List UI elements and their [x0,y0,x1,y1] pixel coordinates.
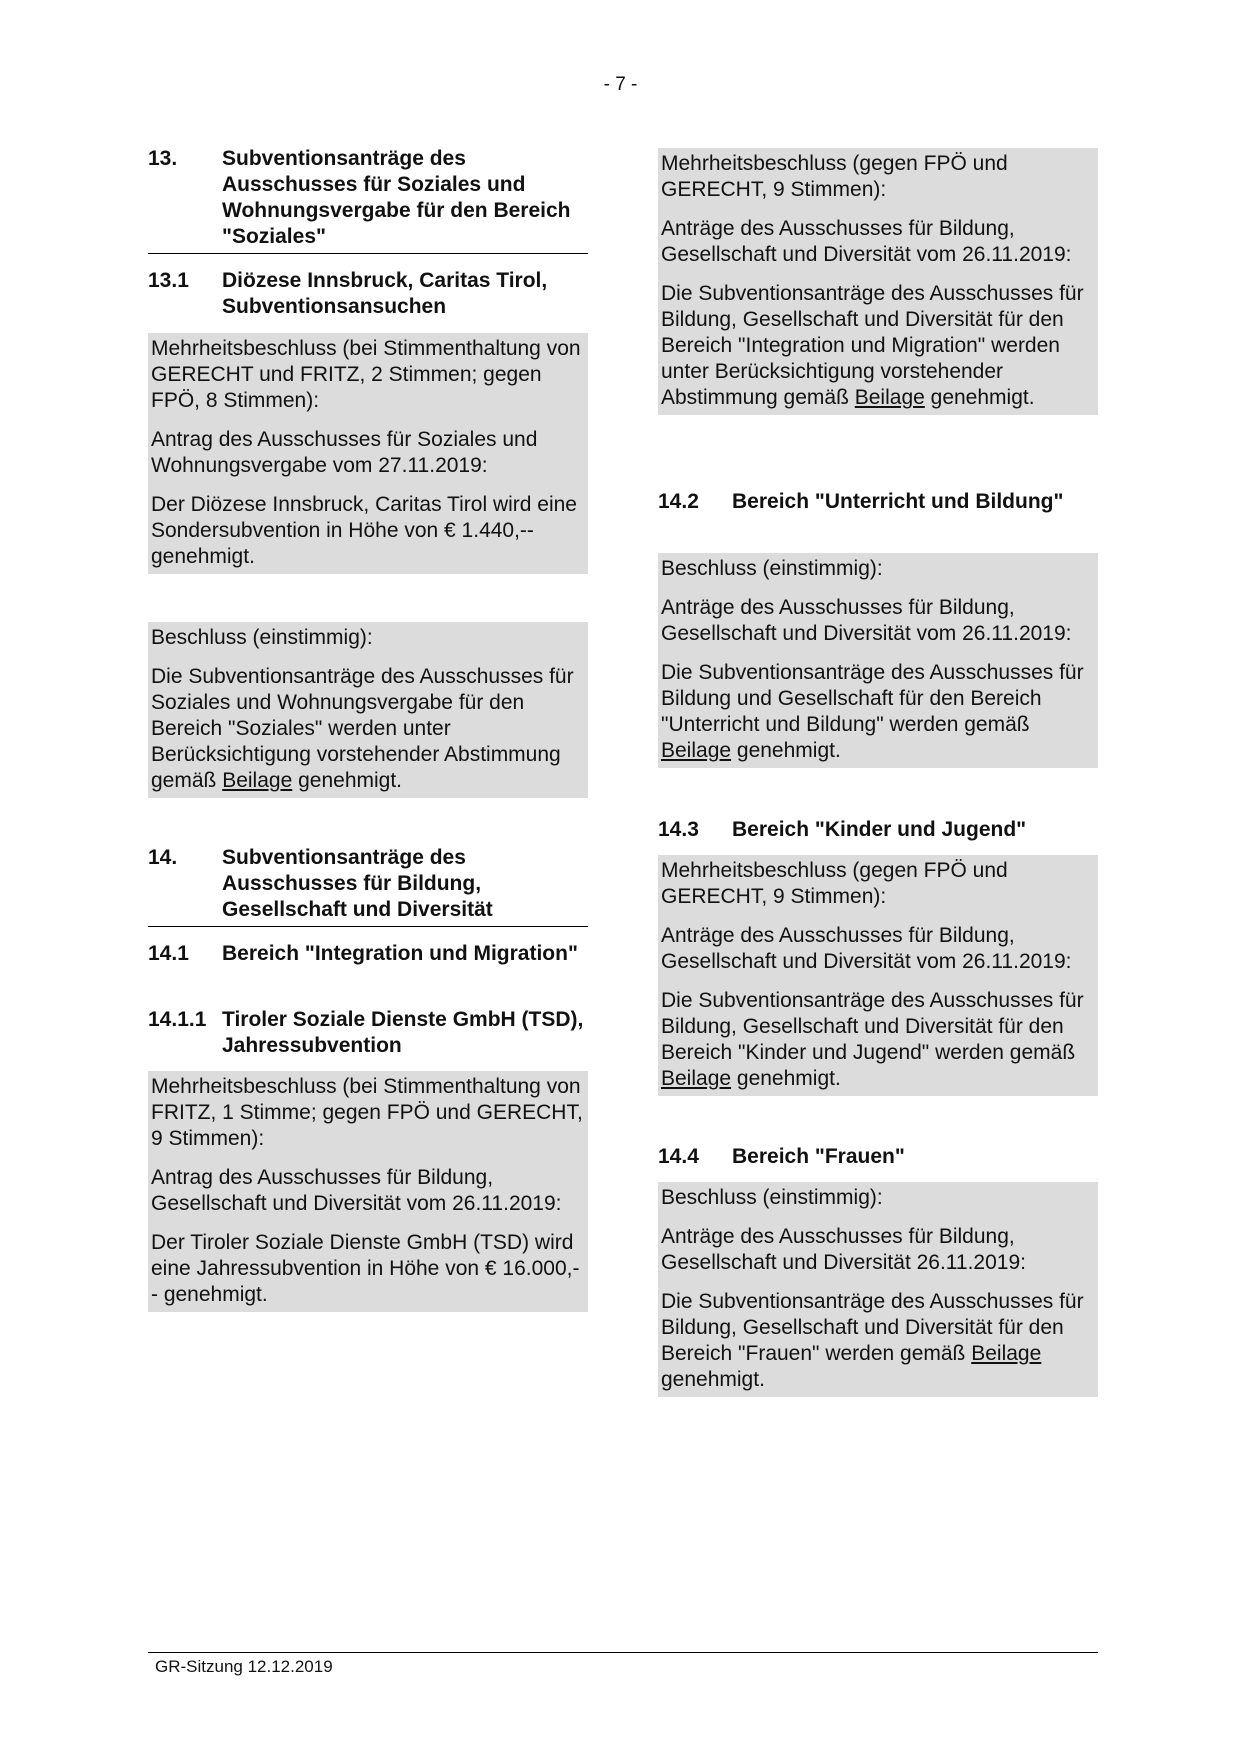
section-title: Bereich "Kinder und Jugend" [732,818,1027,841]
section-number: 14.4 [658,1145,699,1168]
vote-line: Mehrheitsbeschluss (bei Stimmenthaltung von GERECHT und FRITZ, 2 Stimmen; gegen FPÖ, 8 Stimmen): [151,337,581,412]
motion-line: Anträge des Ausschusses für Bildung, Gesellschaft und Diversität vom 26.11.2019: [661,217,1072,266]
beilage-link[interactable]: Beilage [661,1067,732,1090]
beilage-link[interactable]: Beilage [854,386,925,409]
motion-line: Antrag des Ausschusses für Soziales und Wohnungsvergabe vom 27.11.2019: [151,428,538,477]
motion-line: Anträge des Ausschusses für Bildung, Gesellschaft und Diversität vom 26.11.2019: [661,596,1072,645]
section-title: Bereich "Unterricht und Bildung" [732,490,1064,513]
decision-text: Die Subventionsanträge des Ausschusses für Bildung und Gesellschaft für den Bereich "Unterricht und Bildung" werden gemäß Beilage genehmigt. [661,661,1084,762]
motion-line: Antrag des Ausschusses für Bildung, Gesellschaft und Diversität vom 26.11.2019: [151,1166,562,1215]
motion-line: Anträge des Ausschusses für Bildung, Gesellschaft und Diversität vom 26.11.2019: [661,924,1072,973]
section-title: Subventionsanträge des Ausschusses für Soziales und Wohnungsvergabe für den Bereich "Soziales" [222,147,571,248]
beilage-link[interactable]: Beilage [222,769,293,792]
section-title: Tiroler Soziale Dienste GmbH (TSD), Jahressubvention [222,1008,584,1057]
section-title: Bereich "Integration und Migration" [222,942,578,965]
section-13-1-heading [148,268,588,320]
resolution-box-kinder [658,855,1098,1096]
resolution-box-tsd [148,1071,588,1312]
section-number: 14.1.1 [148,1008,207,1031]
section-14-1-1-heading [148,1007,588,1059]
section-13-heading [148,146,588,254]
section-number: 13. [148,147,178,170]
decision-text: Die Subventionsanträge des Ausschusses für Bildung, Gesellschaft und Diversität für den Bereich "Frauen" werden gemäß Beilage genehmigt. [661,1290,1084,1391]
section-14-1-heading [148,941,588,967]
section-14-heading [148,845,588,927]
vote-line: Mehrheitsbeschluss (gegen FPÖ und GERECHT, 9 Stimmen): [661,859,1008,908]
vote-line: Beschluss (einstimmig): [661,1186,883,1209]
section-number: 14.1 [148,942,189,965]
vote-line: Beschluss (einstimmig): [151,626,373,649]
decision-text: Die Subventionsanträge des Ausschusses für Bildung, Gesellschaft und Diversität für den Bereich "Kinder und Jugend" werden gemäß Beilage genehmigt. [661,989,1084,1090]
section-number: 14. [148,846,178,869]
section-number: 13.1 [148,269,189,292]
vote-line: Mehrheitsbeschluss (bei Stimmenthaltung von FRITZ, 1 Stimme; gegen FPÖ und GERECHT, 9 Stimmen): [151,1075,583,1150]
decision-text: Der Diözese Innsbruck, Caritas Tirol wird eine Sondersubvention in Höhe von € 1.440,-- genehmigt. [151,493,577,568]
resolution-box-unterricht [658,553,1098,768]
section-14-4-heading [658,1144,1098,1170]
section-title: Subventionsanträge des Ausschusses für Bildung, Gesellschaft und Diversität [222,846,493,921]
page-number: - 7 - [603,74,638,95]
decision-text: Die Subventionsanträge des Ausschusses für Bildung, Gesellschaft und Diversität für den Bereich "Integration und Migration" werden unter Berücksichtigung vorstehender Abstimmung gemäß Beilage genehmigt. [661,282,1084,409]
section-title: Bereich "Frauen" [732,1145,905,1168]
section-14-2-heading [658,489,1098,515]
page-footer: GR-Sitzung 12.12.2019 [148,1652,1098,1677]
section-14-3-heading [658,817,1098,843]
beilage-link[interactable]: Beilage [661,739,732,762]
beilage-link[interactable]: Beilage [971,1342,1042,1365]
resolution-box-caritas [148,333,588,574]
resolution-box-soziales [148,622,588,798]
motion-line: Anträge des Ausschusses für Bildung, Gesellschaft und Diversität 26.11.2019: [661,1225,1026,1274]
resolution-box-frauen [658,1182,1098,1397]
section-number: 14.3 [658,818,699,841]
decision-text: Der Tiroler Soziale Dienste GmbH (TSD) wird eine Jahressubvention in Höhe von € 16.000,-- genehmigt. [151,1231,580,1306]
resolution-box-integration [658,148,1098,415]
decision-text: Die Subventionsanträge des Ausschusses für Soziales und Wohnungsvergabe für den Bereich "Soziales" werden unter Berücksichtigung vorstehender Abstimmung gemäß Beilage genehmigt. [151,665,574,792]
section-title: Diözese Innsbruck, Caritas Tirol, Subventionsansuchen [222,269,548,318]
vote-line: Mehrheitsbeschluss (gegen FPÖ und GERECHT, 9 Stimmen): [661,152,1008,201]
section-number: 14.2 [658,490,699,513]
vote-line: Beschluss (einstimmig): [661,557,883,580]
